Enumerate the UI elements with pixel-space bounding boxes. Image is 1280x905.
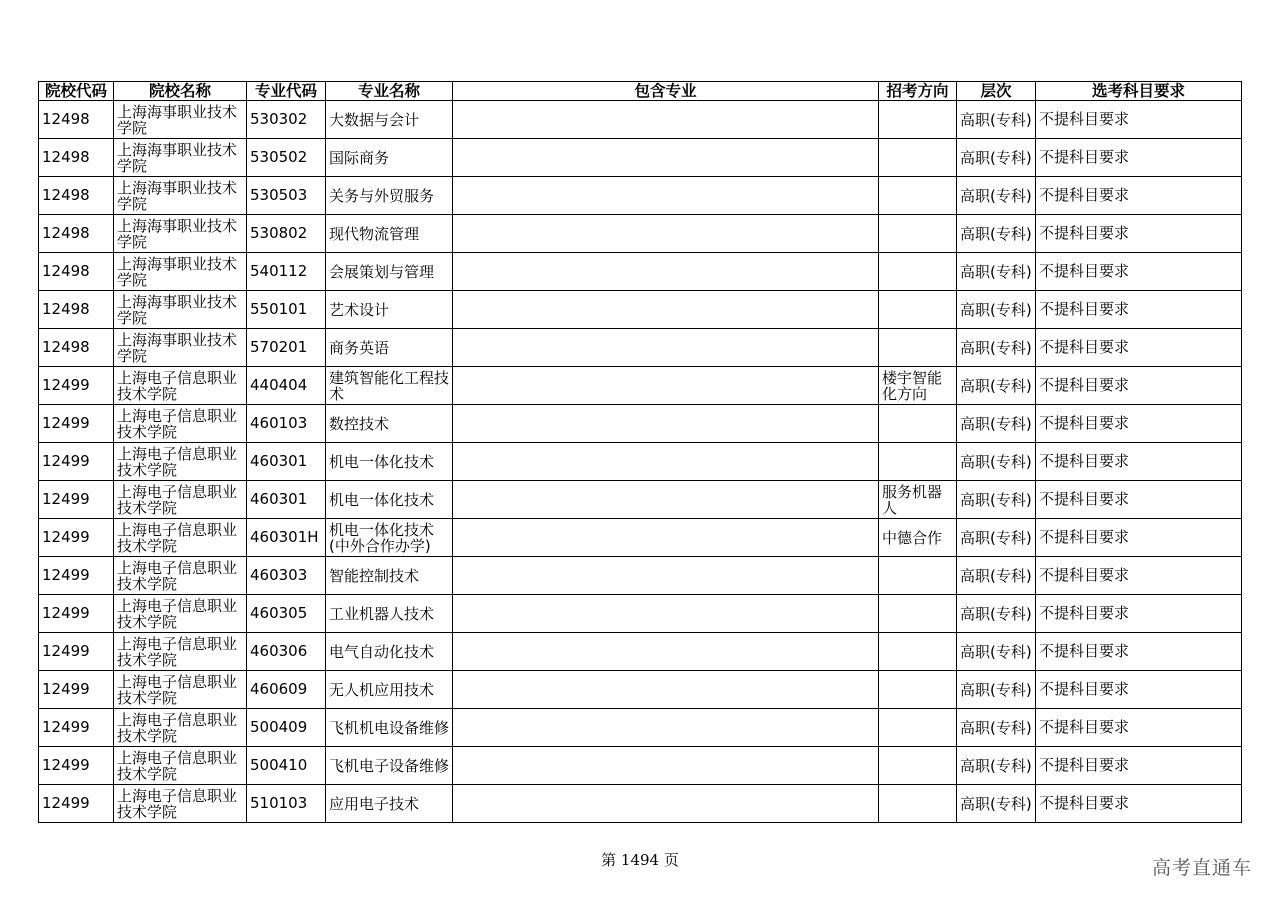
cell-major-code: 540112	[247, 253, 326, 291]
cell-subject-requirement: 不提科目要求	[1036, 709, 1242, 747]
table-row	[39, 405, 1242, 443]
cell-included-majors	[453, 405, 879, 443]
cell-included-majors	[453, 329, 879, 367]
cell-included-majors	[453, 671, 879, 709]
cell-direction: 服务机器人	[879, 481, 957, 519]
table-row	[39, 633, 1242, 671]
cell-level: 高职(专科)	[957, 101, 1036, 139]
cell-subject-requirement: 不提科目要求	[1036, 595, 1242, 633]
cell-level: 高职(专科)	[957, 557, 1036, 595]
cell-school-code: 12499	[39, 785, 114, 823]
header-school-name: 院校名称	[114, 82, 247, 101]
cell-direction	[879, 177, 957, 215]
cell-school-name: 上海海事职业技术学院	[114, 215, 247, 253]
cell-major-code: 460305	[247, 595, 326, 633]
cell-direction	[879, 595, 957, 633]
cell-major-code: 530802	[247, 215, 326, 253]
cell-major-name: 会展策划与管理	[326, 253, 453, 291]
cell-school-code: 12499	[39, 595, 114, 633]
cell-school-code: 12499	[39, 405, 114, 443]
header-level: 层次	[957, 82, 1036, 101]
table-row	[39, 709, 1242, 747]
cell-direction: 楼宇智能化方向	[879, 367, 957, 405]
cell-level: 高职(专科)	[957, 595, 1036, 633]
cell-major-code: 460301H	[247, 519, 326, 557]
cell-subject-requirement: 不提科目要求	[1036, 405, 1242, 443]
cell-level: 高职(专科)	[957, 633, 1036, 671]
cell-included-majors	[453, 443, 879, 481]
cell-direction	[879, 291, 957, 329]
cell-included-majors	[453, 177, 879, 215]
cell-subject-requirement: 不提科目要求	[1036, 747, 1242, 785]
cell-school-name: 上海海事职业技术学院	[114, 253, 247, 291]
cell-school-code: 12498	[39, 177, 114, 215]
cell-subject-requirement: 不提科目要求	[1036, 785, 1242, 823]
cell-direction	[879, 633, 957, 671]
table-row	[39, 519, 1242, 557]
cell-major-name: 飞机电子设备维修	[326, 747, 453, 785]
cell-school-name: 上海电子信息职业技术学院	[114, 405, 247, 443]
header-major-name: 专业名称	[326, 82, 453, 101]
cell-school-code: 12499	[39, 481, 114, 519]
cell-school-name: 上海电子信息职业技术学院	[114, 367, 247, 405]
table-row	[39, 595, 1242, 633]
cell-major-name: 艺术设计	[326, 291, 453, 329]
cell-level: 高职(专科)	[957, 747, 1036, 785]
cell-direction	[879, 253, 957, 291]
header-included-majors: 包含专业	[453, 82, 879, 101]
cell-major-name: 飞机机电设备维修	[326, 709, 453, 747]
cell-included-majors	[453, 139, 879, 177]
cell-major-code: 500410	[247, 747, 326, 785]
cell-subject-requirement: 不提科目要求	[1036, 329, 1242, 367]
cell-major-code: 460103	[247, 405, 326, 443]
table-row	[39, 481, 1242, 519]
cell-level: 高职(专科)	[957, 405, 1036, 443]
table-row	[39, 253, 1242, 291]
cell-school-code: 12499	[39, 671, 114, 709]
cell-school-code: 12499	[39, 557, 114, 595]
cell-level: 高职(专科)	[957, 443, 1036, 481]
header-major-code: 专业代码	[247, 82, 326, 101]
cell-level: 高职(专科)	[957, 139, 1036, 177]
cell-major-name: 商务英语	[326, 329, 453, 367]
cell-direction	[879, 785, 957, 823]
cell-major-name: 工业机器人技术	[326, 595, 453, 633]
table-row	[39, 177, 1242, 215]
table-row	[39, 443, 1242, 481]
cell-level: 高职(专科)	[957, 215, 1036, 253]
cell-included-majors	[453, 747, 879, 785]
cell-major-name: 机电一体化技术	[326, 481, 453, 519]
cell-major-code: 510103	[247, 785, 326, 823]
cell-school-name: 上海电子信息职业技术学院	[114, 633, 247, 671]
cell-subject-requirement: 不提科目要求	[1036, 633, 1242, 671]
cell-school-name: 上海电子信息职业技术学院	[114, 709, 247, 747]
cell-major-name: 建筑智能化工程技术	[326, 367, 453, 405]
cell-level: 高职(专科)	[957, 671, 1036, 709]
cell-major-name: 机电一体化技术(中外合作办学)	[326, 519, 453, 557]
cell-school-code: 12499	[39, 709, 114, 747]
cell-major-name: 应用电子技术	[326, 785, 453, 823]
table-row	[39, 557, 1242, 595]
cell-direction	[879, 139, 957, 177]
table-row	[39, 215, 1242, 253]
cell-school-code: 12498	[39, 291, 114, 329]
cell-major-code: 460303	[247, 557, 326, 595]
cell-major-code: 460609	[247, 671, 326, 709]
cell-subject-requirement: 不提科目要求	[1036, 557, 1242, 595]
cell-school-code: 12498	[39, 253, 114, 291]
cell-subject-requirement: 不提科目要求	[1036, 215, 1242, 253]
cell-school-name: 上海海事职业技术学院	[114, 177, 247, 215]
cell-direction	[879, 747, 957, 785]
cell-level: 高职(专科)	[957, 253, 1036, 291]
cell-included-majors	[453, 785, 879, 823]
cell-school-name: 上海电子信息职业技术学院	[114, 595, 247, 633]
cell-major-code: 550101	[247, 291, 326, 329]
table-row	[39, 329, 1242, 367]
cell-level: 高职(专科)	[957, 481, 1036, 519]
cell-level: 高职(专科)	[957, 367, 1036, 405]
cell-major-code: 460301	[247, 481, 326, 519]
cell-major-code: 440404	[247, 367, 326, 405]
cell-direction	[879, 329, 957, 367]
cell-school-code: 12499	[39, 633, 114, 671]
cell-direction	[879, 101, 957, 139]
cell-school-name: 上海海事职业技术学院	[114, 329, 247, 367]
cell-school-name: 上海海事职业技术学院	[114, 139, 247, 177]
cell-school-code: 12499	[39, 443, 114, 481]
cell-level: 高职(专科)	[957, 177, 1036, 215]
cell-subject-requirement: 不提科目要求	[1036, 671, 1242, 709]
cell-level: 高职(专科)	[957, 291, 1036, 329]
cell-major-code: 570201	[247, 329, 326, 367]
cell-included-majors	[453, 291, 879, 329]
cell-direction	[879, 215, 957, 253]
cell-subject-requirement: 不提科目要求	[1036, 177, 1242, 215]
cell-included-majors	[453, 367, 879, 405]
cell-subject-requirement: 不提科目要求	[1036, 101, 1242, 139]
cell-school-code: 12498	[39, 215, 114, 253]
cell-school-code: 12498	[39, 139, 114, 177]
cell-major-name: 电气自动化技术	[326, 633, 453, 671]
cell-school-code: 12498	[39, 101, 114, 139]
cell-included-majors	[453, 709, 879, 747]
cell-major-name: 机电一体化技术	[326, 443, 453, 481]
cell-school-code: 12499	[39, 367, 114, 405]
cell-level: 高职(专科)	[957, 709, 1036, 747]
cell-school-name: 上海电子信息职业技术学院	[114, 671, 247, 709]
cell-included-majors	[453, 101, 879, 139]
table-row	[39, 367, 1242, 405]
cell-school-name: 上海电子信息职业技术学院	[114, 785, 247, 823]
table-row	[39, 291, 1242, 329]
cell-included-majors	[453, 215, 879, 253]
cell-major-code: 500409	[247, 709, 326, 747]
cell-included-majors	[453, 595, 879, 633]
cell-major-name: 数控技术	[326, 405, 453, 443]
cell-school-name: 上海电子信息职业技术学院	[114, 481, 247, 519]
cell-major-code: 460306	[247, 633, 326, 671]
table-row	[39, 785, 1242, 823]
cell-school-name: 上海海事职业技术学院	[114, 101, 247, 139]
cell-included-majors	[453, 253, 879, 291]
cell-major-code: 530502	[247, 139, 326, 177]
cell-major-name: 智能控制技术	[326, 557, 453, 595]
cell-included-majors	[453, 519, 879, 557]
cell-school-name: 上海电子信息职业技术学院	[114, 519, 247, 557]
cell-subject-requirement: 不提科目要求	[1036, 443, 1242, 481]
table-header-row	[39, 82, 1242, 101]
page-number: 第 1494 页	[601, 851, 679, 869]
cell-major-code: 460301	[247, 443, 326, 481]
cell-school-code: 12499	[39, 747, 114, 785]
cell-level: 高职(专科)	[957, 519, 1036, 557]
table-row	[39, 671, 1242, 709]
cell-major-name: 国际商务	[326, 139, 453, 177]
cell-school-name: 上海电子信息职业技术学院	[114, 557, 247, 595]
cell-included-majors	[453, 481, 879, 519]
cell-subject-requirement: 不提科目要求	[1036, 291, 1242, 329]
cell-direction	[879, 671, 957, 709]
enrollment-table	[38, 81, 1242, 823]
table-row	[39, 747, 1242, 785]
cell-direction	[879, 709, 957, 747]
header-school-code: 院校代码	[39, 82, 114, 101]
cell-school-name: 上海电子信息职业技术学院	[114, 443, 247, 481]
cell-major-name: 大数据与会计	[326, 101, 453, 139]
cell-subject-requirement: 不提科目要求	[1036, 139, 1242, 177]
cell-subject-requirement: 不提科目要求	[1036, 481, 1242, 519]
cell-major-code: 530302	[247, 101, 326, 139]
table-row	[39, 101, 1242, 139]
cell-major-code: 530503	[247, 177, 326, 215]
cell-direction: 中德合作	[879, 519, 957, 557]
cell-level: 高职(专科)	[957, 785, 1036, 823]
cell-subject-requirement: 不提科目要求	[1036, 367, 1242, 405]
table-row	[39, 139, 1242, 177]
header-subject-requirement: 选考科目要求	[1036, 82, 1242, 101]
cell-subject-requirement: 不提科目要求	[1036, 253, 1242, 291]
cell-direction	[879, 557, 957, 595]
cell-included-majors	[453, 557, 879, 595]
watermark-text: 高考直通车	[1151, 857, 1252, 879]
cell-direction	[879, 443, 957, 481]
cell-level: 高职(专科)	[957, 329, 1036, 367]
cell-included-majors	[453, 633, 879, 671]
cell-major-name: 现代物流管理	[326, 215, 453, 253]
cell-school-name: 上海电子信息职业技术学院	[114, 747, 247, 785]
cell-subject-requirement: 不提科目要求	[1036, 519, 1242, 557]
cell-school-code: 12499	[39, 519, 114, 557]
cell-direction	[879, 405, 957, 443]
cell-major-name: 无人机应用技术	[326, 671, 453, 709]
cell-school-code: 12498	[39, 329, 114, 367]
cell-school-name: 上海海事职业技术学院	[114, 291, 247, 329]
header-direction: 招考方向	[879, 82, 957, 101]
cell-major-name: 关务与外贸服务	[326, 177, 453, 215]
